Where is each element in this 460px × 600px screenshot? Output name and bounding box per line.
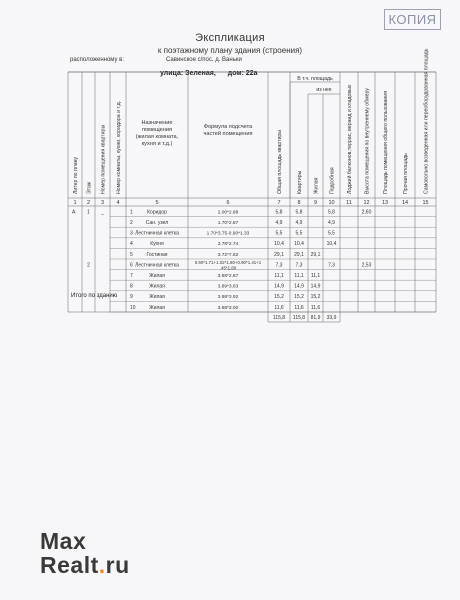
header-zh: Жилая <box>313 177 320 194</box>
total-zh-value: 81,9 <box>310 315 321 322</box>
row-4-name: Гостиная <box>146 251 168 258</box>
row-0-kv: 5,8 <box>295 209 303 216</box>
row-0-name: Коридор <box>147 209 167 216</box>
row-1-total: 4,9 <box>275 220 283 226</box>
header-vtch: В т.ч. площадь <box>297 76 333 82</box>
row-5-total: 7,3 <box>275 262 283 269</box>
header-loggia: Лоджий балконов,террас, веранд и кладовых <box>347 84 353 194</box>
header-apt: Номер помещения квартиры <box>100 124 107 194</box>
location-value: Савинское с/пос. д. Ваньки <box>166 57 242 63</box>
row-3-name: Кухня <box>150 241 164 248</box>
row-8-zh: 15,2 <box>310 294 321 301</box>
row-0-total: 5,8 <box>275 209 283 216</box>
row-7-name: Жилая <box>149 283 165 290</box>
header-height: Высота помещения по внутреннему обмеру <box>364 88 371 194</box>
col-number-7: 7 <box>277 200 281 206</box>
row-5-pods: 7,3 <box>328 262 335 269</box>
header-total-area: Общая площадь квартиры <box>277 129 283 194</box>
row-7-formula: 3.89*3.83 <box>217 284 239 290</box>
row-2-pods: 5,5 <box>328 230 335 237</box>
row-4-room: 5 <box>130 251 133 258</box>
header-formula-line-0: Формула подсчета <box>203 124 253 130</box>
row-0-room: 1 <box>130 209 133 216</box>
watermark-realt: Realt <box>40 552 99 578</box>
row-7-room: 8 <box>130 283 133 290</box>
col-number-6: 6 <box>226 200 230 206</box>
street-value: улица: Зеленая, <box>160 70 216 77</box>
row-0-height: 2,60 <box>361 209 372 216</box>
row-5-room: 6 <box>130 262 133 269</box>
header-formula-line-1: частей помещения <box>203 131 253 137</box>
col-number-15: 15 <box>422 200 429 206</box>
total-area-value: 115,8 <box>272 315 286 322</box>
row-4-zh: 29,1 <box>310 251 321 258</box>
row-2-kv: 5,5 <box>295 230 303 237</box>
col-number-3: 3 <box>100 200 105 206</box>
col-number-5: 5 <box>155 200 159 206</box>
document-subtitle: к поэтажному плану здания (строения) <box>157 46 303 55</box>
row-9-name: Жилая <box>149 304 165 311</box>
col-number-12: 12 <box>363 200 370 206</box>
row-9-kv: 11,6 <box>294 304 304 311</box>
header-liter: Литер по плану <box>73 156 79 194</box>
header-purpose-line-1: помещения <box>142 127 172 133</box>
row-5-kv: 7,3 <box>295 262 303 269</box>
col-number-4: 4 <box>116 200 120 206</box>
row-1-formula: 1.70*2.87 <box>217 221 239 226</box>
total-pods-value: 33,9 <box>326 315 337 322</box>
row-5-formula-a: 0.90*1.71+1.02*1.80+0.90*1.41+1 <box>194 259 262 265</box>
row-6-total: 11,1 <box>274 273 284 279</box>
watermark-line-2 <box>40 552 130 579</box>
row-6-kv: 11,1 <box>294 273 304 279</box>
row-3-total: 10,4 <box>274 241 284 248</box>
header-room: Номер комнаты, кухни, коридора и т.д. <box>116 100 122 194</box>
row-2-room: 3 <box>130 230 133 237</box>
header-pods: Подсобная <box>329 167 336 194</box>
row-0-formula: 2.00*2.88 <box>217 210 239 216</box>
row-2-formula: 1.70*3.75-0.90*1.33 <box>206 231 250 237</box>
row-8-formula: 3.88*3.92 <box>217 295 239 301</box>
header-purpose-line-0: Назначение <box>141 120 173 126</box>
row-9-total: 11,6 <box>274 304 284 311</box>
row-0-apt: _ <box>101 209 104 216</box>
watermark-dot: . <box>98 552 106 578</box>
col-number-8: 8 <box>297 200 301 206</box>
header-floor: Этаж <box>86 181 93 194</box>
row-1-room: 2 <box>130 220 133 226</box>
col-number-9: 9 <box>313 200 318 206</box>
col-number-2: 2 <box>86 200 91 206</box>
col-number-10: 10 <box>328 200 335 206</box>
row-8-room: 9 <box>130 294 133 301</box>
total-label: Итого по зданию <box>71 293 118 299</box>
header-kv: Квартиры <box>297 170 303 194</box>
watermark-line-1: Max <box>40 528 87 554</box>
location-label: расположенному в: <box>70 57 124 63</box>
row-5-height: 2,53 <box>361 262 372 269</box>
row-0-liter: А <box>72 209 76 216</box>
row-7-zh: 14,9 <box>310 283 321 290</box>
header-selfbuilt: Самовольно возведенная или переоборудованная площадь <box>423 48 430 194</box>
row-9-room: 10 <box>130 304 136 311</box>
row-8-total: 15,2 <box>274 294 284 301</box>
row-9-zh: 11,6 <box>310 304 321 311</box>
row-2-name: Лестничная клетка <box>135 230 179 237</box>
row-3-room: 4 <box>130 241 133 248</box>
row-3-pods: 10,4 <box>326 241 337 248</box>
total-kv-value: 115,8 <box>292 315 306 322</box>
row-1-name: Сан. узел <box>145 220 169 226</box>
row-1-kv: 4,9 <box>295 220 303 226</box>
header-common: Площадь помещения общего пользования <box>383 91 389 194</box>
row-2-total: 5,5 <box>275 230 283 237</box>
document-title: Экспликация <box>195 32 265 44</box>
header-purpose-line-2: (жилая комната, <box>135 134 179 140</box>
header-other: Прочая площадь <box>403 153 409 194</box>
watermark-ru: ru <box>105 552 130 578</box>
header-purpose-line-3: кухня и т.д.) <box>141 141 173 147</box>
row-5-formula-b: .45*1.80 <box>219 265 237 271</box>
col-number-14: 14 <box>401 200 409 206</box>
col-number-11: 11 <box>346 200 352 206</box>
row-4-formula: 3.72*7.82 <box>217 252 239 258</box>
row-3-formula: 3.78*2.74 <box>217 242 239 248</box>
row-1-pods: 4,9 <box>328 220 335 226</box>
row-8-name: Жилая <box>149 294 165 301</box>
house-value: дом: 22а <box>227 70 258 77</box>
row-7-kv: 14,9 <box>294 283 304 290</box>
header-iznee: из нее <box>316 87 332 93</box>
col-number-13: 13 <box>381 200 389 206</box>
row-6-room: 7 <box>130 273 133 279</box>
row-5-name: Лестничная клетка <box>135 262 179 269</box>
row-6-name: Жилая <box>149 273 165 279</box>
row-3-kv: 10,4 <box>294 241 304 248</box>
col-number-1: 1 <box>73 200 77 206</box>
copy-stamp: КОПИЯ <box>384 9 441 30</box>
row-6-formula: 3.88*2.87 <box>217 274 239 279</box>
row-9-formula: 3.88*3.00 <box>217 305 239 311</box>
row-8-kv: 15,2 <box>294 294 304 301</box>
row-4-total: 29,1 <box>274 251 284 258</box>
row-0-floor: 1 <box>87 209 90 216</box>
row-0-pods: 5,8 <box>328 209 335 216</box>
row-6-zh: 11,1 <box>310 273 321 279</box>
row-7-total: 14,9 <box>274 283 284 290</box>
row-5-floor: 2 <box>87 262 90 269</box>
row-4-kv: 29,1 <box>294 251 304 258</box>
